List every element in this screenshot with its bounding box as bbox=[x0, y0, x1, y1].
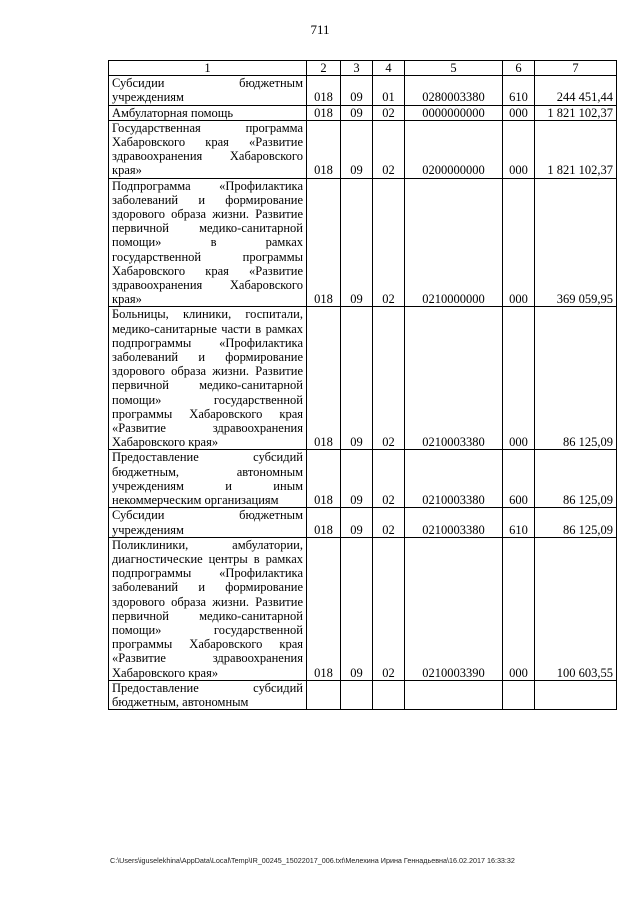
cell-description: Субсидии бюджетным учреждениям bbox=[109, 508, 307, 537]
column-header: 7 bbox=[535, 61, 617, 76]
table-row bbox=[109, 307, 617, 450]
cell-admin-code: 018 bbox=[307, 307, 341, 450]
cell-subsection: 02 bbox=[373, 450, 405, 508]
cell-expense-type: 000 bbox=[503, 307, 535, 450]
cell-section: 09 bbox=[341, 508, 373, 537]
cell-subsection: 02 bbox=[373, 178, 405, 307]
column-header: 4 bbox=[373, 61, 405, 76]
cell-amount: 1 821 102,37 bbox=[535, 105, 617, 120]
cell-description: Амбулаторная помощь bbox=[109, 105, 307, 120]
table-row bbox=[109, 178, 617, 307]
cell-target-article bbox=[405, 680, 503, 709]
table-row bbox=[109, 105, 617, 120]
column-header: 3 bbox=[341, 61, 373, 76]
cell-description: Субсидии бюджетным учреждениям bbox=[109, 76, 307, 105]
page-number: 711 bbox=[310, 22, 330, 37]
column-header: 1 bbox=[109, 61, 307, 76]
cell-amount: 369 059,95 bbox=[535, 178, 617, 307]
cell-target-article: 0200000000 bbox=[405, 120, 503, 178]
cell-subsection: 02 bbox=[373, 537, 405, 680]
table-row bbox=[109, 450, 617, 508]
cell-amount: 86 125,09 bbox=[535, 307, 617, 450]
cell-section: 09 bbox=[341, 120, 373, 178]
cell-target-article: 0210003380 bbox=[405, 450, 503, 508]
cell-target-article: 0000000000 bbox=[405, 105, 503, 120]
cell-section: 09 bbox=[341, 178, 373, 307]
cell-section: 09 bbox=[341, 537, 373, 680]
cell-section: 09 bbox=[341, 76, 373, 105]
table-row bbox=[109, 76, 617, 105]
cell-description: Больницы, клиники, госпитали, медико-санитарные части в рамках подпрограммы «Профилактика заболеваний и формирование здорового образа жизни. Развитие первичной медико-санитарной помощи» государственной программы Хабаровского края «Развитие здравоохранения Хабаровского края» bbox=[109, 307, 307, 450]
cell-expense-type: 000 bbox=[503, 105, 535, 120]
cell-section: 09 bbox=[341, 450, 373, 508]
cell-admin-code: 018 bbox=[307, 450, 341, 508]
cell-expense-type: 000 bbox=[503, 120, 535, 178]
cell-description: Предоставление субсидий бюджетным, автономным bbox=[109, 680, 307, 709]
cell-admin-code: 018 bbox=[307, 178, 341, 307]
cell-target-article: 0280003380 bbox=[405, 76, 503, 105]
cell-amount: 100 603,55 bbox=[535, 537, 617, 680]
cell-subsection: 02 bbox=[373, 508, 405, 537]
table-row bbox=[109, 120, 617, 178]
column-header: 6 bbox=[503, 61, 535, 76]
cell-admin-code: 018 bbox=[307, 120, 341, 178]
cell-subsection bbox=[373, 680, 405, 709]
cell-target-article: 0210003390 bbox=[405, 537, 503, 680]
table-row bbox=[109, 508, 617, 537]
cell-description: Подпрограмма «Профилактика заболеваний и формирование здорового образа жизни. Развитие первичной медико-санитарной помощи» в рамках государственной программы Хабаровского края «Развитие здравоохранения Хабаровского края» bbox=[109, 178, 307, 307]
cell-expense-type: 610 bbox=[503, 508, 535, 537]
cell-admin-code: 018 bbox=[307, 537, 341, 680]
cell-description: Предоставление субсидий бюджетным, автономным учреждениям и иным некоммерческим организациям bbox=[109, 450, 307, 508]
cell-admin-code bbox=[307, 680, 341, 709]
cell-admin-code: 018 bbox=[307, 76, 341, 105]
cell-expense-type: 000 bbox=[503, 537, 535, 680]
cell-expense-type bbox=[503, 680, 535, 709]
cell-amount: 1 821 102,37 bbox=[535, 120, 617, 178]
budget-table bbox=[108, 60, 617, 710]
cell-subsection: 02 bbox=[373, 120, 405, 178]
table-header-row bbox=[109, 61, 617, 76]
cell-description: Государственная программа Хабаровского края «Развитие здравоохранения Хабаровского края» bbox=[109, 120, 307, 178]
table-row bbox=[109, 537, 617, 680]
column-header: 5 bbox=[405, 61, 503, 76]
footer-file-path: C:\Users\iguselekhina\AppData\Local\Temp\IR_00245_15022017_006.txt\Мелехина Ирина Геннадьевна\16.02.2017 16:33:32 bbox=[110, 856, 515, 865]
cell-expense-type: 000 bbox=[503, 178, 535, 307]
cell-expense-type: 600 bbox=[503, 450, 535, 508]
table-row bbox=[109, 680, 617, 709]
cell-section bbox=[341, 680, 373, 709]
cell-admin-code: 018 bbox=[307, 508, 341, 537]
cell-description: Поликлиники, амбулатории, диагностические центры в рамках подпрограммы «Профилактика заболеваний и формирование здорового образа жизни. Развитие первичной медико-санитарной помощи» государственной программы Хабаровского края «Развитие здравоохранения Хабаровского края» bbox=[109, 537, 307, 680]
cell-subsection: 02 bbox=[373, 307, 405, 450]
cell-expense-type: 610 bbox=[503, 76, 535, 105]
cell-target-article: 0210003380 bbox=[405, 307, 503, 450]
cell-target-article: 0210003380 bbox=[405, 508, 503, 537]
cell-amount: 86 125,09 bbox=[535, 508, 617, 537]
cell-subsection: 01 bbox=[373, 76, 405, 105]
cell-section: 09 bbox=[341, 105, 373, 120]
cell-admin-code: 018 bbox=[307, 105, 341, 120]
cell-amount bbox=[535, 680, 617, 709]
cell-amount: 86 125,09 bbox=[535, 450, 617, 508]
column-header: 2 bbox=[307, 61, 341, 76]
cell-subsection: 02 bbox=[373, 105, 405, 120]
cell-amount: 244 451,44 bbox=[535, 76, 617, 105]
cell-section: 09 bbox=[341, 307, 373, 450]
cell-target-article: 0210000000 bbox=[405, 178, 503, 307]
